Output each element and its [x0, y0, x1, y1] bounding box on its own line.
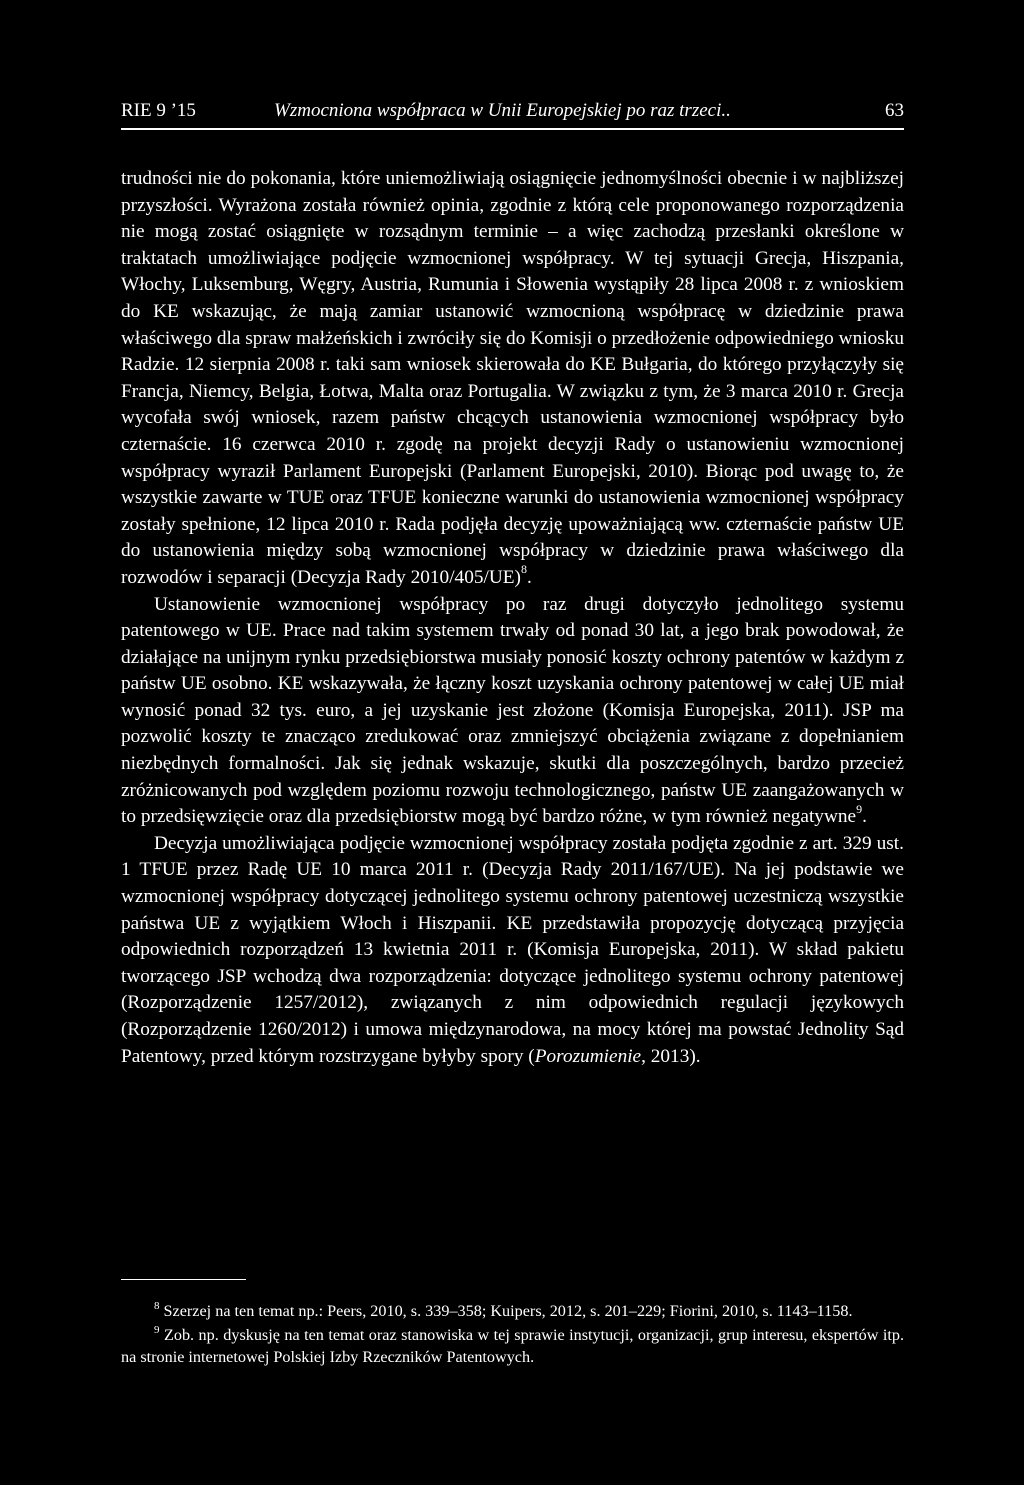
paragraph-text: trudności nie do pokonania, które uniemożliwiają osiągnięcie jednomyślności obecnie i w najbliższej przyszłości. Wyrażona została również opinia, zgodnie z którą cele proponowanego rozporządzenia nie mogą zostać osiągnięte w rozsądnym terminie – a więc zachodzą przesłanki określone w traktatach umożliwiające podjęcie wzmocnionej współpracy. W tej sytuacji Grecja, Hiszpania, Włochy, Luksemburg, Węgry, Austria, Rumunia i Słowenia wystąpiły 28 lipca 2008 r. z wnioskiem do KE wskazując, że mają zamiar ustanowić wzmocnioną współpracę w dziedzinie prawa właściwego dla spraw małżeńskich i zwróciły się do Komisji o przedłożenie odpowiedniego wniosku Radzie. 12 sierpnia 2008 r. taki sam wniosek skierowała do KE Bułgaria, do którego przyłączyły się Francja, Niemcy, Belgia, Łotwa, Malta oraz Portugalia. W związku z tym, że 3 marca 2010 r. Grecja wycofała swój wniosek, razem państw chcących ustanowienia wzmocnionej współpracy było czternaście. 16 czerwca 2010 r. zgodę na projekt decyzji Rady o ustanowieniu wzmocnionej współpracy wyraził Parlament Europejski (Parlament Europejski, 2010). Biorąc pod uwagę to, że wszystkie zawarte w TUE oraz TFUE konieczne warunki do ustanowienia wzmocnionej współpracy zostały spełnione, 12 lipca 2010 r. Rada podjęła decyzję upoważniającą ww. czternaście państw UE do ustanowienia między sobą wzmocnionej współpracy w dziedzinie prawa właściwego dla rozwodów i separacji (Decyzja Rady 2010/405/UE) — [121, 168, 904, 588]
paragraph — [121, 166, 904, 592]
footnote-ref: 9 — [856, 801, 863, 816]
journal-issue: RIE 9 ’15 — [121, 100, 196, 121]
footnote — [121, 1300, 904, 1322]
citation-title: Porozumienie — [534, 1045, 642, 1067]
running-header — [121, 96, 904, 130]
footnote-divider — [121, 1279, 246, 1280]
footnote-ref: 8 — [520, 562, 527, 577]
footnote-marker: 9 — [154, 1323, 160, 1336]
footnote — [121, 1324, 904, 1368]
footnotes — [121, 1300, 904, 1370]
page-number: 63 — [885, 100, 904, 121]
paragraph-text: . — [526, 566, 532, 588]
paragraph — [121, 831, 904, 1070]
footnote-text: Szerzej na ten temat np.: Peers, 2010, s. 339–358; Kuipers, 2012, s. 201–229; Fiorini, 2010, s. 1143–1158. — [163, 1302, 853, 1320]
paragraph-text: Ustanowienie wzmocnionej współpracy po raz drugi dotyczyło jednolitego systemu patentowego w UE. Prace nad takim systemem trwały od ponad 30 lat, a jego brak powodował, że działające na unijnym rynku przedsiębiorstwa musiały ponosić koszty ochrony patentów w każdym z państw UE osobno. KE wskazywała, że łączny koszt uzyskania ochrony patentowej w całej UE miał wynosić ponad 32 tys. euro, a jej uzyskanie jest złożone (Komisja Europejska, 2011). JSP ma pozwolić koszty te znacząco zredukować oraz zmniejszyć obciążenia związane z dopełnianiem niezbędnych formalności. Jak się jednak wskazuje, skutki dla poszczególnych, bardzo przecież zróżnicowanych pod względem poziomu rozwoju technologicznego, państw UE zaangażowanych w to przedsięwzięcie oraz dla przedsiębiorstw mogą być bardzo różne, w tym również negatywne — [121, 593, 904, 828]
footnote-text: Zob. np. dyskusję na ten temat oraz stanowiska w tej sprawie instytucji, organizacji, grup interesu, ekspertów itp. na stronie internetowej Polskiej Izby Rzeczników Patentowych. — [121, 1326, 904, 1366]
paragraph-text: . — [862, 806, 867, 828]
running-title: Wzmocniona współpraca w Unii Europejskiej po raz trzeci.. — [274, 100, 731, 121]
main-text — [121, 166, 904, 1070]
paragraph-text: , 2013). — [641, 1045, 701, 1067]
paragraph — [121, 592, 904, 831]
footnote-marker: 8 — [154, 1299, 160, 1312]
paragraph-text: Decyzja umożliwiająca podjęcie wzmocnionej współpracy została podjęta zgodnie z art. 329 ust. 1 TFUE przez Radę UE 10 marca 2011 r. (Decyzja Rady 2011/167/UE). Na jej podstawie we wzmocnionej współpracy dotyczącej jednolitego systemu ochrony patentowej uczestniczą wszystkie państwa UE z wyjątkiem Włoch i Hiszpanii. KE przedstawiła propozycję dotyczącą przyjęcia odpowiednich rozporządzeń 13 kwietnia 2011 r. (Komisja Europejska, 2011). W skład pakietu tworzącego JSP wchodzą dwa rozporządzenia: dotyczące jednolitego systemu ochrony patentowej (Rozporządzenie 1257/2012), związanych z nim odpowiednich regulacji językowych (Rozporządzenie 1260/2012) i umowa międzynarodowa, na mocy której ma powstać Jednolity Sąd Patentowy, przed którym rozstrzygane byłyby spory ( — [121, 832, 904, 1067]
